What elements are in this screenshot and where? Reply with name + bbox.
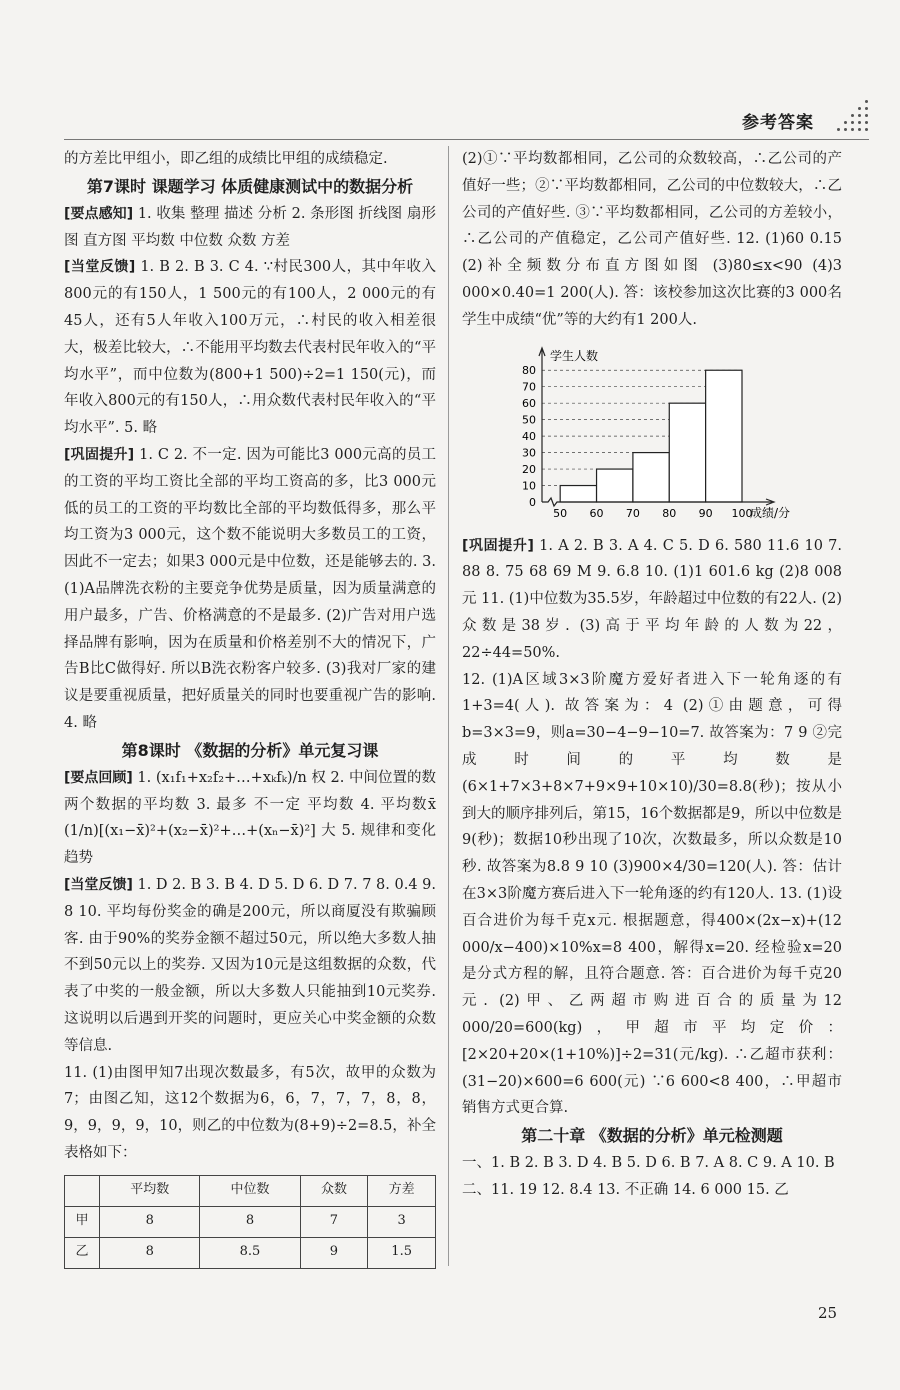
table-cell: 8 (100, 1237, 200, 1268)
y-tick-label: 40 (522, 429, 536, 443)
table-cell: 8 (200, 1206, 300, 1237)
paragraph (64, 254, 436, 442)
paragraph (64, 872, 436, 1060)
y-tick-label: 70 (522, 380, 536, 394)
table-cell: 甲 (65, 1206, 100, 1237)
paragraph (64, 765, 436, 872)
histogram-bar (706, 370, 742, 502)
decorative-dots-icon (830, 100, 874, 134)
page-number: 25 (818, 1304, 838, 1322)
table-cell: 1.5 (368, 1237, 436, 1268)
x-tick-label: 70 (625, 506, 640, 520)
x-tick-label: 90 (698, 506, 713, 520)
table-header-cell (65, 1175, 100, 1206)
x-tick-label: 50 (553, 506, 568, 520)
y-tick-label: 20 (522, 462, 536, 476)
y-tick-label: 10 (522, 479, 536, 493)
histogram-bar (669, 403, 705, 502)
histogram-bar (597, 469, 633, 502)
paragraph: 一、1. B 2. B 3. D 4. B 5. D 6. B 7. A 8. C 9. A 10. B (462, 1155, 835, 1172)
header-rule (64, 139, 869, 140)
section-tag: [巩固提升] (64, 446, 135, 463)
table-header-row (65, 1175, 436, 1206)
table-cell: 9 (300, 1237, 368, 1268)
table-header-cell: 众数 (300, 1175, 368, 1206)
histogram-bar (633, 452, 669, 501)
table-header-cell: 方差 (368, 1175, 436, 1206)
table-cell: 8 (100, 1206, 200, 1237)
table-cell: 3 (368, 1206, 436, 1237)
section-tag: [当堂反馈] (64, 259, 136, 276)
histogram-bar (560, 485, 596, 501)
right-column (462, 146, 842, 1204)
page-header-title: 参考答案 (742, 113, 814, 133)
lesson-8-title: 第8课时 《数据的分析》单元复习课 (121, 740, 379, 760)
x-tick-label: 80 (662, 506, 677, 520)
chapter-20-title: 第二十章 《数据的分析》单元检测题 (521, 1126, 783, 1146)
table-cell: 7 (300, 1206, 368, 1237)
y-tick-label: 60 (522, 396, 536, 410)
left-column (64, 146, 436, 1269)
x-axis-label: 成绩/分 (750, 505, 791, 520)
y-axis-label: 学生人数 (550, 348, 599, 363)
table-cell: 8.5 (200, 1237, 300, 1268)
paragraph: 二、11. 19 12. 8.4 13. 不正确 14. 6 000 15. 乙 (462, 1181, 789, 1198)
stats-table (64, 1175, 436, 1269)
answers: 1. C 2. 不一定. 因为可能比3 000元高的员工的工资的平均工资比全部的平均工资高的多，比3 000元低的员工的工资的平均数比全部的平均数低得多，那么平均工资为3 000元，这个数不能说明大多数员工的工资，因此不一定去；如果3 000元是中位数，还是能够去的. 3. (1)A品牌洗衣粉的主要竞争优势是质量，因为质量满意的用户最多，广告、价格满意的不是最多. (2)广告对用户选择品牌有影响，因为在质量和价格差别不大的情况下，广告B比C做得好. 所以B洗衣粉客户较多. (3)我对厂家的建议是要重视质量，把好质量关的同时也要重视广告的影响. 4. 略 (64, 446, 437, 731)
paragraph: 11. (1)由图甲知7出现次数最多，有5次，故甲的众数为7；由图乙知，这12个数据为6，6，7，7，7，8，8，9，9，9，9，10，则乙的中位数为(8+9)÷2=8.5，补全表格如下： (64, 1064, 436, 1161)
table-row (65, 1206, 436, 1237)
x-tick-label: 100 (731, 506, 753, 520)
section-tag: [要点感知] (64, 205, 134, 222)
paragraph: 的方差比甲组小，即乙组的成绩比甲组的成绩稳定. (64, 151, 388, 167)
x-tick-label: 60 (589, 506, 604, 520)
y-tick-label: 50 (522, 413, 536, 427)
answers: 1. D 2. B 3. B 4. D 5. D 6. D 7. 7 8. 0.4 9. 8 10. 平均每份奖金的确是200元，所以商厦没有欺骗顾客. 由于90%的奖券金额不超过50元，所以绝大多数人抽不到50元以上的奖券. 又因为10元是这组数据的众数，代表了中奖的一般金额，所以大多数人只能抽到10元奖券. 这说明以后遇到开奖的问题时，更应关心中奖金额的众数等信息. (64, 876, 437, 1054)
table-header-cell: 平均数 (100, 1175, 200, 1206)
lesson-7-title: 第7课时 课题学习 体质健康测试中的数据分析 (86, 176, 414, 196)
section-tag: [要点回顾] (64, 769, 133, 786)
histogram-chart (502, 342, 802, 527)
answers: 1. A 2. B 3. A 4. C 5. D 6. 580 11.6 10 7. 88 8. 75 68 69 M 9. 6.8 10. (1)1 601.6 kg (2)8 008元 11. (1)中位数为35.5岁，年龄超过中位数的有22人. (2)众数是38岁. (3)高于平均年龄的人数为22，22÷44=50%. (462, 537, 842, 661)
y-tick-label: 0 (529, 495, 536, 509)
section-tag: [当堂反馈] (64, 876, 133, 893)
answers: 1. B 2. B 3. C 4. ∵村民300人，其中年收入800元的有150人，1 500元的有100人，2 000元的有45人，还有5人年收入100万元，∴村民的收入相差很大，极差比较大，∴不能用平均数去代表村民年收入的“平均水平”，而中位数为(800+1 500)÷2=1 150(元)，而年收入800元的有150人，∴用众数代表村民年收入的“平均水平”. 5. 略 (64, 259, 436, 437)
section-tag: [巩固提升] (462, 537, 534, 554)
paragraph (64, 201, 436, 255)
answers: 1. (x₁f₁+x₂f₂+…+xₖfₖ)/n 权 2. 中间位置的数 两个数据的平均数 3. 最多 不一定 平均数 4. 平均数x̄ (1/n)[(x₁−x̄)²+(x₂−x̄)²+…+(xₙ−x̄)²] 大 5. 规律和变化趋势 (64, 769, 436, 867)
column-divider (448, 146, 449, 1266)
y-tick-label: 80 (522, 363, 536, 377)
table-cell: 乙 (65, 1237, 100, 1268)
paragraph: (2)①∵平均数都相同，乙公司的众数较高，∴乙公司的产值好一些；②∵平均数都相同，乙公司的中位数较大，∴乙公司的产值好些. ③∵平均数都相同，乙公司的方差较小，∴乙公司的产值稳定，乙公司产值好些. 12. (1)60 0.15 (2)补全频数分布直方图如图 (3)80≤x<90 (4)3 000×0.40=1 200(人). 答：该校参加这次比赛的3 000名学生中成绩“优”等的大约有1 200人. (462, 151, 842, 328)
paragraph (64, 442, 436, 737)
table-header-cell: 中位数 (200, 1175, 300, 1206)
paragraph (462, 533, 842, 667)
table-row (65, 1237, 436, 1268)
y-tick-label: 30 (522, 446, 536, 460)
answers: 1. 收集 整理 描述 分析 2. 条形图 折线图 扇形图 直方图 平均数 中位数 众数 方差 (64, 205, 436, 249)
paragraph: 12. (1)A区域3×3阶魔方爱好者进入下一轮角逐的有1+3=4(人). 故答案为：4 (2)①由题意，可得b=3×3=9，则a=30−4−9−10=7. 故答案为：7 9 ②完成时间的平均数是(6×1+7×3+8×7+9×9+10×10)/30=8.8(秒)；按从小到大的顺序排列后，第15，16个数据都是9，所以中位数是9(秒)；数据10秒出现了10次，次数最多，所以众数是10秒. 故答案为8.8 9 10 (3)900×4/30=120(人). 答：估计在3×3阶魔方赛后进入下一轮角逐的约有120人. 13. (1)设百合进价为每千克x元. 根据题意，得400×(2x−x)+(12 000/x−400)×10%x=8 400，解得x=20. 经检验x=20是分式方程的解，且符合题意. 答：百合进价为每千克20元. (2)甲、乙两超市购进百合的质量为12 000/20=600(kg)，甲超市平均定价：[2×20+20×(1+10%)]÷2=31(元/kg). ∴乙超市获利：(31−20)×600=6 600(元) ∵6 600<8 400，∴甲超市销售方式更合算. (462, 671, 842, 1117)
